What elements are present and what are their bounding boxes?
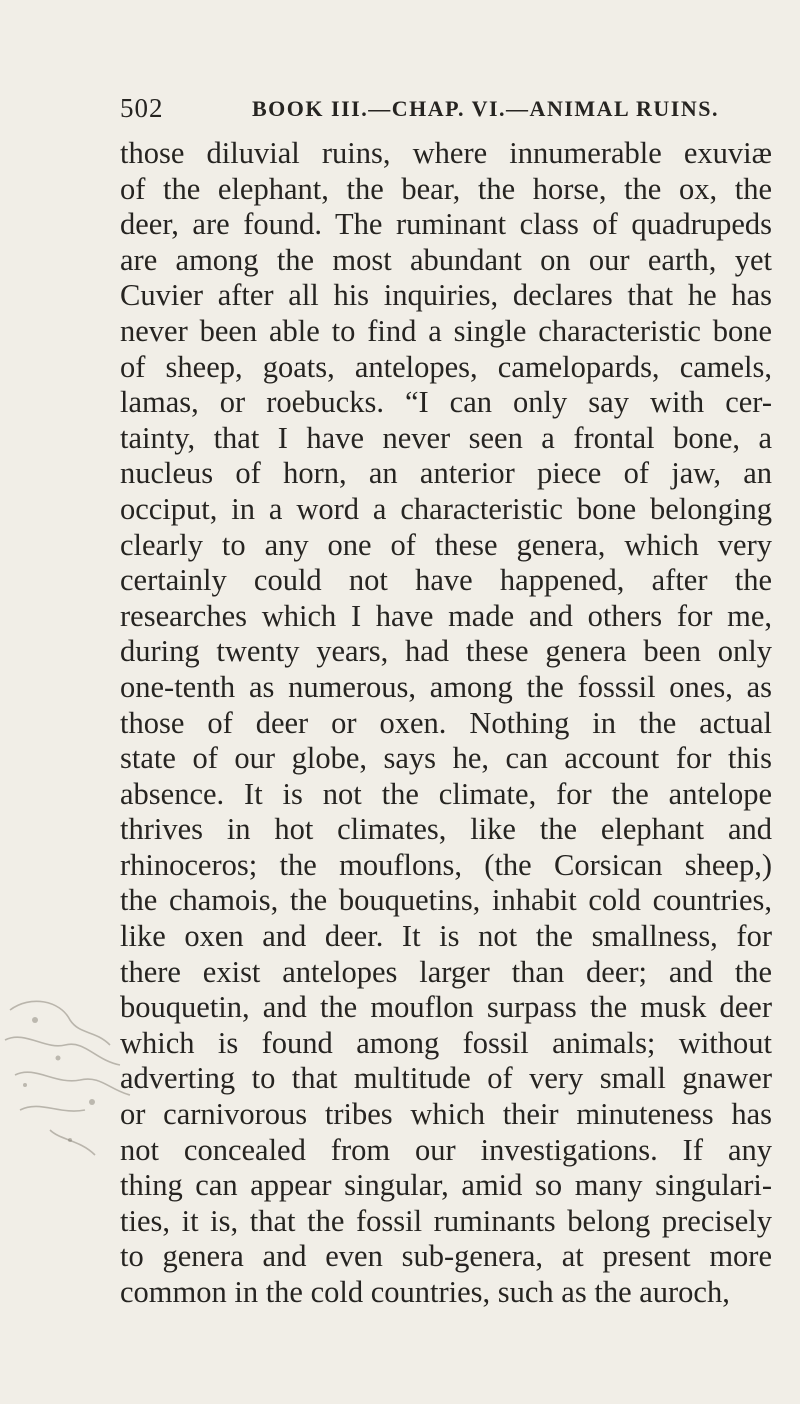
text-line: certainly could not have happened, after the <box>120 563 772 598</box>
text-line: which is found among fossil animals; without <box>120 1025 772 1060</box>
text-line: or carnivorous tribes which their minuteness has <box>120 1097 772 1132</box>
text-line: adverting to that multitude of very small gnawer <box>120 1061 772 1096</box>
running-title: BOOK III.—CHAP. VI.—ANIMAL RUINS. <box>252 96 719 121</box>
running-header <box>120 93 760 127</box>
text-line: those of deer or oxen. Nothing in the actual <box>120 705 772 740</box>
text-line: lamas, or roebucks. “I can only say with cer- <box>120 385 772 420</box>
text-line: nucleus of horn, an anterior piece of jaw, an <box>120 456 772 491</box>
text-line: Cuvier after all his inquiries, declares that he has <box>120 278 772 313</box>
text-line: of sheep, goats, antelopes, camelopards, camels, <box>120 349 772 384</box>
text-line: to genera and even sub-genera, at present more <box>120 1239 772 1274</box>
text-line: bouquetin, and the mouflon surpass the musk deer <box>120 990 772 1025</box>
text-line: there exist antelopes larger than deer; and the <box>120 954 772 989</box>
text-line: like oxen and deer. It is not the smallness, for <box>120 919 772 954</box>
text-line: ties, it is, that the fossil ruminants belong precisely <box>120 1203 772 1238</box>
text-line: never been able to find a single characteristic bone <box>120 313 772 348</box>
text-line: common in the cold countries, such as the auroch, <box>120 1275 730 1309</box>
text-line: one-tenth as numerous, among the fosssil ones, as <box>120 669 772 704</box>
text-line: clearly to any one of these genera, which very <box>120 527 772 562</box>
text-line: researches which I have made and others for me, <box>120 598 772 633</box>
body-text <box>120 136 772 1311</box>
text-line: state of our globe, says he, can account for this <box>120 741 772 776</box>
text-line: thing can appear singular, amid so many singulari- <box>120 1168 772 1203</box>
text-line: those diluvial ruins, where innumerable exuviæ <box>120 136 772 170</box>
text-line: the chamois, the bouquetins, inhabit cold countries, <box>120 883 772 918</box>
text-line: tainty, that I have never seen a frontal bone, a <box>120 420 772 455</box>
text-line: deer, are found. The ruminant class of quadrupeds <box>120 207 772 242</box>
text-line: thrives in hot climates, like the elephant and <box>120 812 772 847</box>
text-line: absence. It is not the climate, for the antelope <box>120 776 772 811</box>
page-number: 502 <box>120 93 164 123</box>
text-line: of the elephant, the bear, the horse, the ox, the <box>120 171 772 206</box>
text-line: during twenty years, had these genera been only <box>120 634 772 669</box>
text-line: rhinoceros; the mouflons, (the Corsican sheep,) <box>120 847 772 882</box>
text-line: are among the most abundant on our earth, yet <box>120 242 772 277</box>
text-line: occiput, in a word a characteristic bone belonging <box>120 491 772 526</box>
text-line: not concealed from our investigations. If any <box>120 1132 772 1167</box>
